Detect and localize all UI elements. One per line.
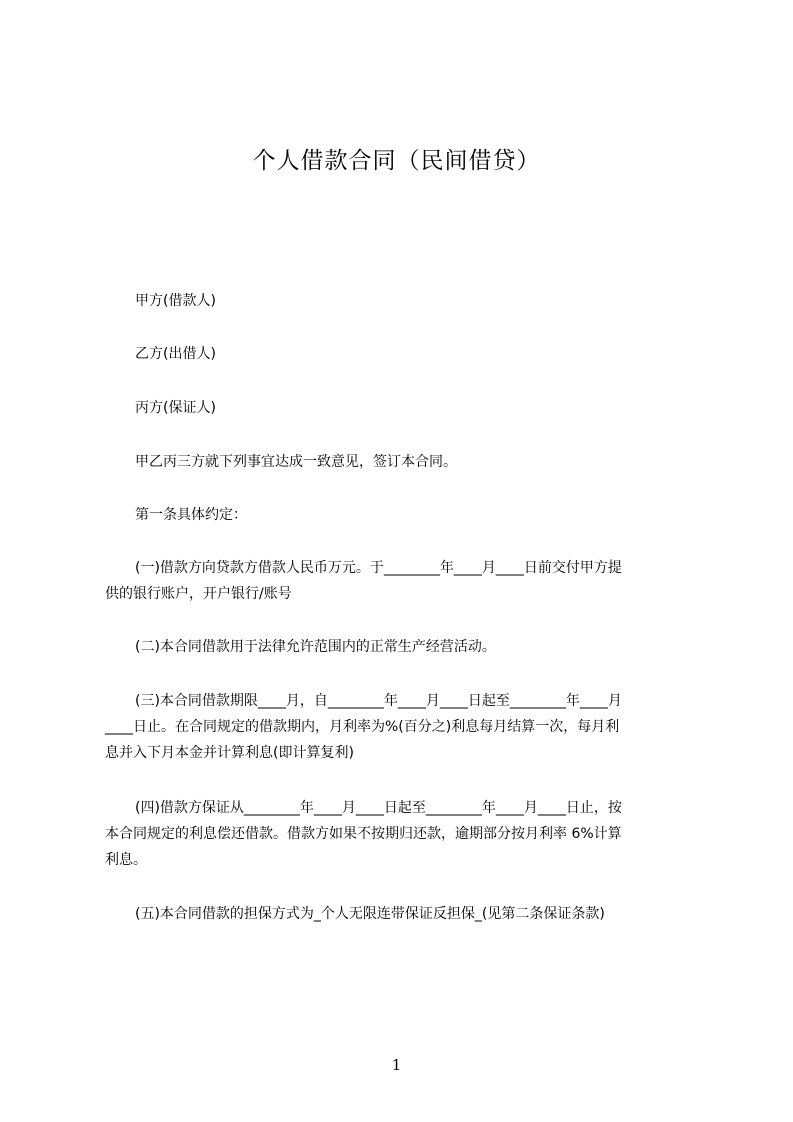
clause-5: (五)本合同借款的担保方式为_个人无限连带保证反担保_(见第二条保证条款)	[135, 906, 605, 922]
clause-1-line: (一)借款方向贷款方借款人民币万元。于________年____月____日前交付甲方提	[135, 560, 622, 576]
document-title: 个人借款合同（民间借贷）	[252, 148, 541, 174]
clause-3-line: (三)本合同借款期限____月，自________年____月____日起至________年____月	[135, 693, 622, 709]
clause-3-line: ____日止。在合同规定的借款期内，月利率为%(百分之)利息每月结算一次，每月利	[105, 719, 620, 735]
clause-4-line: (四)借款方保证从________年____月____日起至________年____月____日止，按	[135, 800, 622, 816]
party-b-label: 乙方(出借人)	[135, 346, 216, 362]
party-a-label: 甲方(借款人)	[135, 293, 216, 309]
clause-4-line: 本合同规定的利息偿还借款。借款方如果不按期归还款，逾期部分按月利率 6%计算	[105, 826, 622, 842]
party-c-label: 丙方(保证人)	[135, 400, 216, 416]
clause-4-line: 利息。	[105, 852, 147, 868]
page-number: 1	[391, 1056, 402, 1074]
clause-3-line: 息并入下月本金并计算利息(即计算复利)	[105, 745, 354, 761]
intro-paragraph: 甲乙丙三方就下列事宜达成一致意见，签订本合同。	[135, 454, 457, 470]
clause-2: (二)本合同借款用于法律允许范围内的正常生产经营活动。	[135, 639, 496, 655]
article-1-heading: 第一条具体约定：	[135, 507, 247, 523]
clause-1-line: 供的银行账户，开户银行/账号	[105, 586, 292, 602]
